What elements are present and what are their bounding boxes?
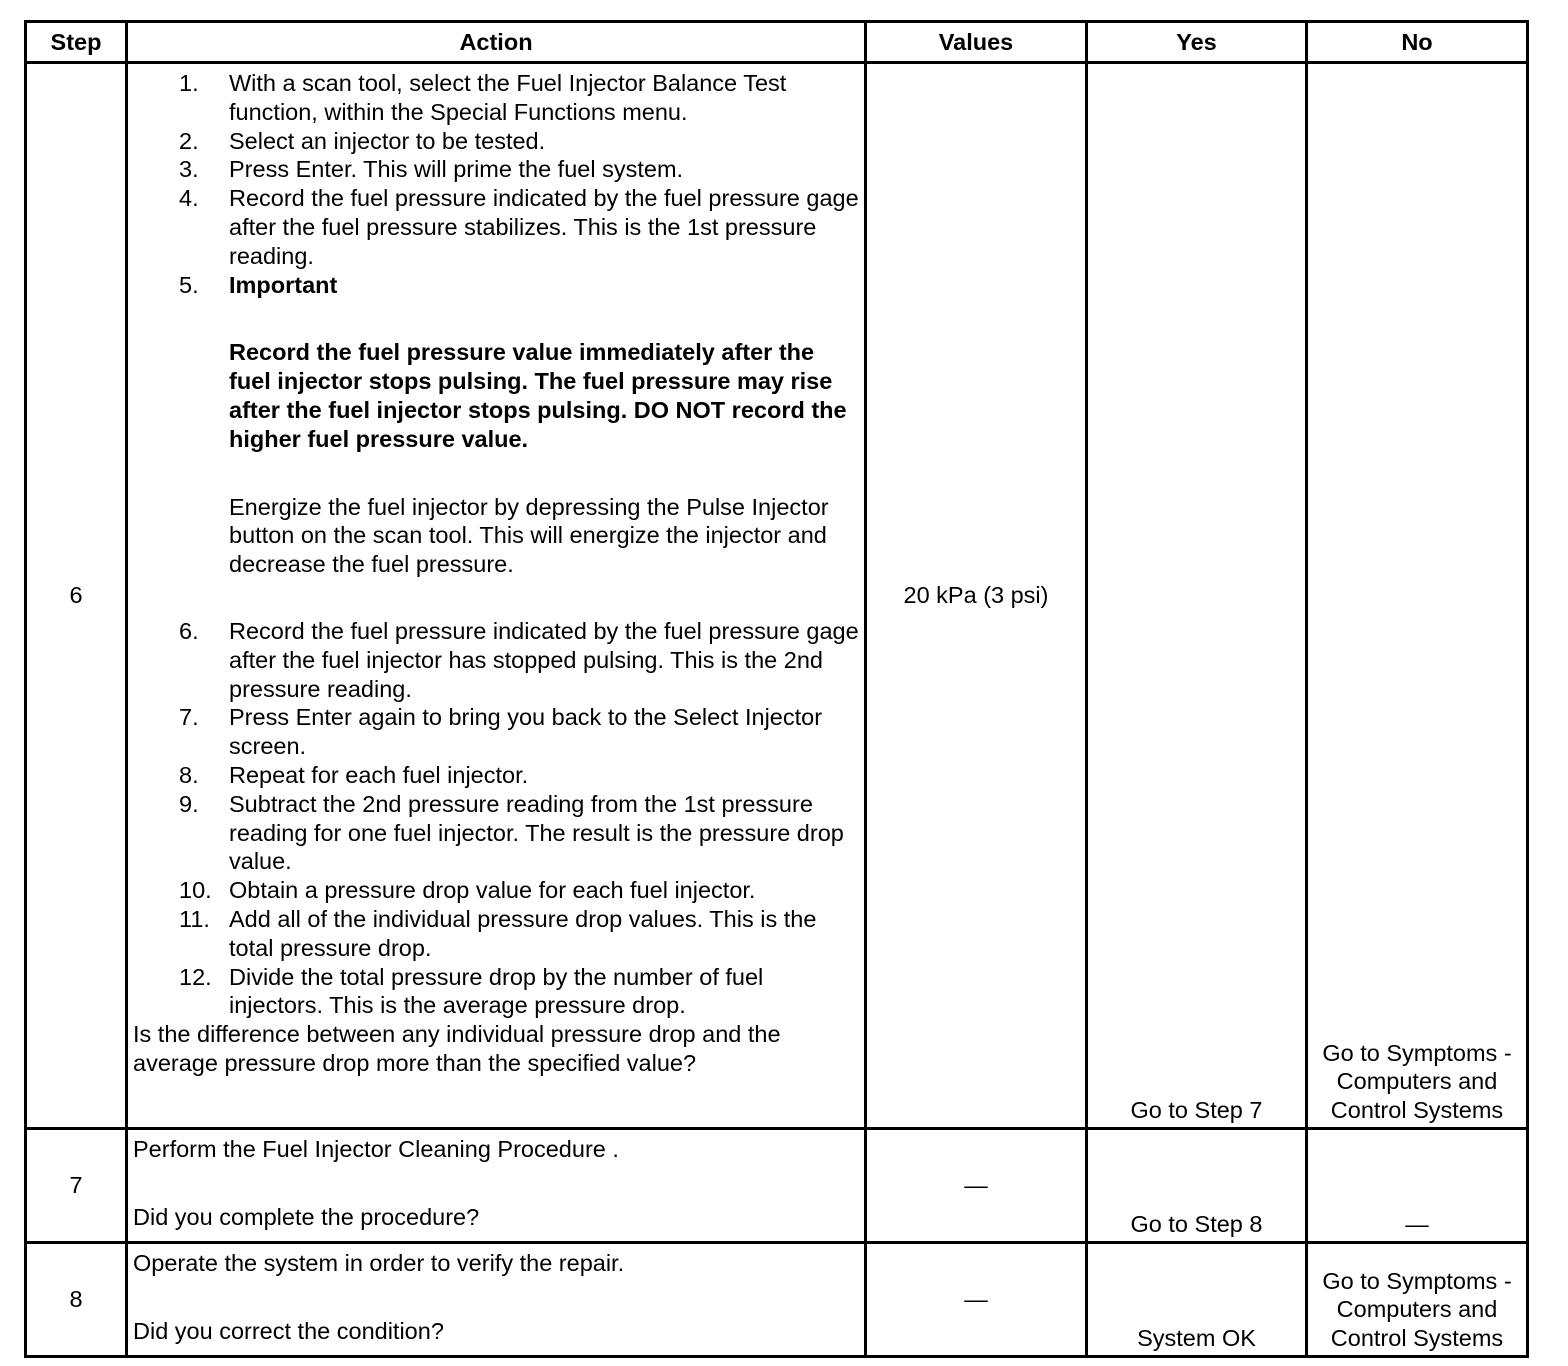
action-cell <box>127 1129 866 1243</box>
procedure-item <box>179 790 859 876</box>
item-text: With a scan tool, select the Fuel Injector Balance Test function, within the Special Functions menu. <box>229 70 787 125</box>
header-step: Step <box>26 22 127 63</box>
question-text: Did you correct the condition? <box>133 1317 444 1344</box>
item-important-block <box>229 271 859 579</box>
item-text: Press Enter again to bring you back to the Select Injector screen. <box>229 704 823 760</box>
action-cell <box>127 1243 866 1357</box>
values-cell: — <box>866 1243 1087 1357</box>
item-text: Repeat for each fuel injector. <box>229 761 529 788</box>
procedure-item <box>179 876 859 905</box>
header-values: Values <box>866 22 1087 63</box>
step-number: 7 <box>26 1129 127 1243</box>
values-cell: — <box>866 1129 1087 1243</box>
diagnostic-table <box>24 20 1529 1358</box>
values-cell: 20 kPa (3 psi) <box>866 63 1087 1129</box>
item-text: Subtract the 2nd pressure reading from the 1st pressure reading for one fuel injector. The result is the pressure drop value. <box>229 790 844 875</box>
procedure-item <box>179 69 859 127</box>
item-text: Select an injector to be tested. <box>229 127 546 154</box>
important-heading: Important <box>229 271 338 298</box>
item-text: Press Enter. This will prime the fuel system. <box>229 156 684 183</box>
procedure-item <box>179 271 859 579</box>
item-number: 7. <box>179 704 199 731</box>
item-number: 11. <box>179 905 210 932</box>
action-text: Operate the system in order to verify the repair. <box>133 1250 625 1276</box>
item-text: Add all of the individual pressure drop values. This is the total pressure drop. <box>229 905 817 961</box>
item-number: 1. <box>179 70 199 96</box>
header-no: No <box>1307 22 1528 63</box>
procedure-item <box>179 184 859 270</box>
action-text: Perform the Fuel Injector Cleaning Procedure . <box>133 1136 619 1162</box>
no-cell: — <box>1307 1129 1528 1243</box>
yes-link[interactable]: Go to Step 8 <box>1087 1129 1307 1243</box>
item-number: 2. <box>179 127 199 154</box>
procedure-item <box>179 155 859 184</box>
procedure-item <box>179 703 859 761</box>
table-row-step-6 <box>26 63 1528 1129</box>
step-number: 8 <box>26 1243 127 1357</box>
action-cell <box>127 63 866 1129</box>
item-number: 5. <box>179 271 199 298</box>
important-note: Record the fuel pressure value immediately after the fuel injector stops pulsing. The fuel pressure may rise after the fuel injector stops pulsing. DO NOT record the higher fuel pressure value. <box>229 339 847 452</box>
yes-link[interactable]: Go to Step 7 <box>1087 63 1307 1129</box>
no-link[interactable]: Go to Symptoms - Computers and Control Systems <box>1307 63 1528 1129</box>
item-text: Divide the total pressure drop by the number of fuel injectors. This is the average pressure drop. <box>229 963 764 1019</box>
item-text: Record the fuel pressure indicated by the fuel pressure gage after the fuel pressure stabilizes. This is the 1st pressure reading. <box>229 185 859 269</box>
item-number: 12. <box>179 963 212 990</box>
procedure-item <box>179 963 859 1021</box>
table-row-step-7 <box>26 1129 1528 1243</box>
procedure-item <box>179 127 859 156</box>
item-number: 8. <box>179 761 199 788</box>
header-yes: Yes <box>1087 22 1307 63</box>
table-row-step-8 <box>26 1243 1528 1357</box>
item-number: 4. <box>179 185 199 212</box>
procedure-item <box>179 617 859 703</box>
procedure-item <box>179 905 859 963</box>
no-link[interactable]: Go to Symptoms - Computers and Control Systems <box>1307 1243 1528 1357</box>
item-number: 6. <box>179 617 199 644</box>
item-text: Obtain a pressure drop value for each fuel injector. <box>229 877 756 904</box>
step-number: 6 <box>26 63 127 1129</box>
yes-result: System OK <box>1087 1243 1307 1357</box>
item-text: Record the fuel pressure indicated by the fuel pressure gage after the fuel injector has stopped pulsing. This is the 2nd pressure reading. <box>229 617 859 702</box>
item-number: 3. <box>179 156 199 183</box>
question-text: Is the difference between any individual pressure drop and the average pressure drop more than the specified value? <box>133 1021 781 1076</box>
item-number: 10. <box>179 877 212 904</box>
header-row <box>26 22 1528 63</box>
procedure-item <box>179 761 859 790</box>
item-text: Energize the fuel injector by depressing the Pulse Injector button on the scan tool. This will energize the injector and decrease the fuel pressure. <box>229 493 829 578</box>
header-action: Action <box>127 22 866 63</box>
procedure-list <box>133 69 859 1020</box>
question-text: Did you complete the procedure? <box>133 1203 480 1230</box>
item-number: 9. <box>179 790 199 817</box>
